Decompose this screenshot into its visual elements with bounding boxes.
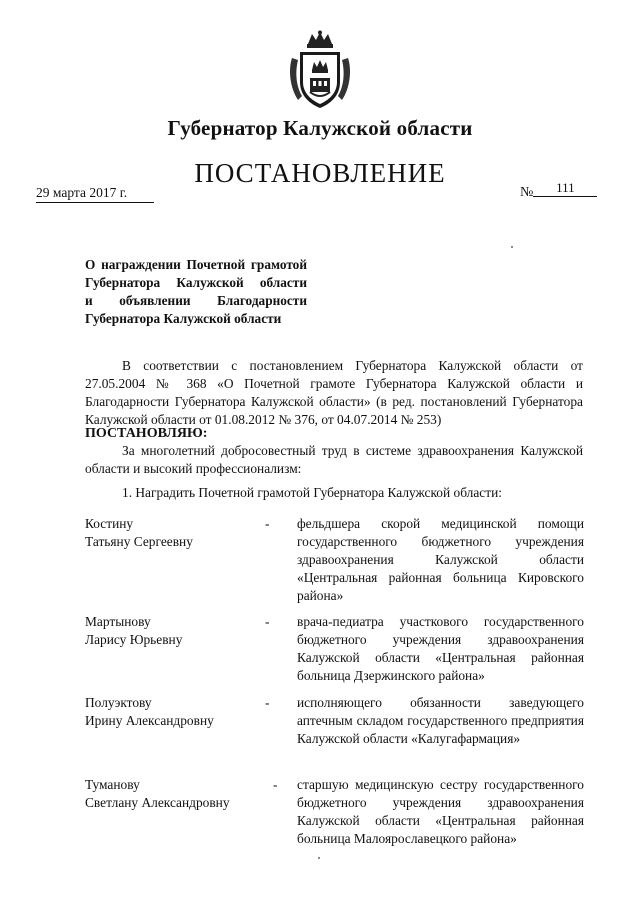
subject-line: и объявлении Благодарности — [85, 293, 307, 308]
number-sign: № — [520, 185, 534, 200]
recipient-dash: - — [265, 695, 270, 710]
document-subject — [85, 256, 307, 328]
recipient-description: старшую медицинскую сестру государственного бюджетного учреждения здравоохранения Калужской области «Центральная районная больница Малоярославецкого района» — [297, 777, 584, 846]
recipient-given-name: Ларису Юрьевну — [85, 632, 183, 647]
number-value: 111 — [533, 180, 597, 197]
recipient-description: исполняющего обязанности заведующего аптечным складом государственного предприятия Калужской области «Калугафармация» — [297, 695, 584, 746]
authority-title: Губернатор Калужской области — [167, 116, 473, 140]
recipient-description: врача-педиатра участкового государственного бюджетного учреждения здравоохранения Калужской области «Центральная районная больница Дзержинского района» — [297, 614, 584, 683]
recipient-surname: Мартынову — [85, 614, 151, 629]
subject-line: Губернатора Калужской области — [85, 311, 282, 326]
recipient-name — [85, 776, 255, 812]
recipient-name — [85, 694, 255, 730]
document-number — [520, 180, 597, 201]
recipient-description: фельдшера скорой медицинской помощи государственного бюджетного учреждения здравоохранения Калужской области «Центральная районная больница Кировского района» — [297, 516, 584, 603]
recipient-dash: - — [273, 777, 278, 792]
document-type: ПОСТАНОВЛЕНИЕ — [194, 158, 446, 188]
recipient-surname: Туманову — [85, 777, 140, 792]
decree-word: ПОСТАНОВЛЯЮ: — [85, 426, 208, 441]
scan-speck — [511, 246, 513, 248]
subject-line: Губернатора Калужской области — [85, 275, 307, 290]
scan-speck — [318, 857, 320, 859]
recipient-name — [85, 515, 255, 551]
preamble-paragraph: В соответствии с постановлением Губернатора Калужской области от 27.05.2004 № 368 «О Почетной грамоте Губернатора Калужской области и Благодарности Губернатора Калужской области» (в ред. постановлений Губернатора Калужской области от 01.08.2012 № 376, от 04.07.2014 № 253) — [85, 358, 583, 427]
recipient-given-name: Татьяну Сергеевну — [85, 534, 193, 549]
recipient-dash: - — [265, 516, 270, 531]
subject-line: О награждении Почетной грамотой — [85, 257, 307, 272]
recipient-name — [85, 613, 255, 649]
recipient-given-name: Ирину Александровну — [85, 713, 214, 728]
recipient-surname: Полуэктову — [85, 695, 152, 710]
award-item-heading: 1. Наградить Почетной грамотой Губернатора Калужской области: — [122, 485, 502, 500]
coat-of-arms-icon — [288, 30, 352, 112]
recipient-given-name: Светлану Александровну — [85, 795, 230, 810]
reason-paragraph: За многолетний добросовестный труд в системе здравоохранения Калужской области и высокий профессионализм: — [85, 443, 583, 476]
recipient-surname: Костину — [85, 516, 134, 531]
recipient-dash: - — [265, 614, 270, 629]
document-date: 29 марта 2017 г. — [36, 185, 154, 203]
